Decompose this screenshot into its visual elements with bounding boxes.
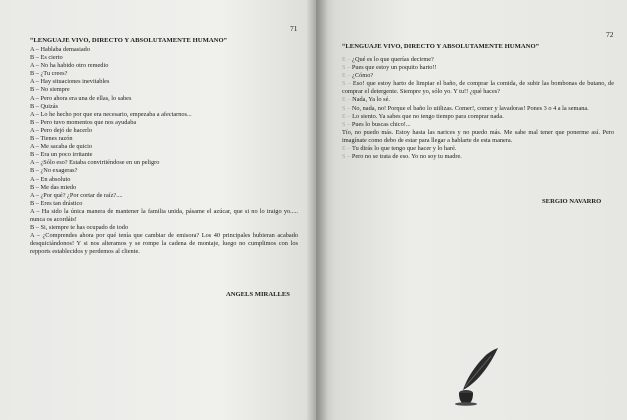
speaker-tag: S –: [342, 80, 351, 88]
dialogue-line: B – ¿Tu crees?: [30, 70, 68, 78]
dialogue-line: B – Tienes razón: [30, 135, 73, 143]
dialogue-line: [342, 153, 614, 161]
dialogue-line: [342, 113, 614, 121]
dialogue-line: B – Me das miedo: [30, 183, 77, 191]
dialogue-line: [342, 80, 614, 96]
left-dialogue: [30, 46, 298, 256]
speaker-tag: E –: [342, 145, 351, 153]
left-page-title: “LENGUAJE VIVO, DIRECTO Y ABSOLUTAMENTE HUMANO”: [30, 37, 228, 44]
dialogue-line: B – Era un poco irritante: [30, 151, 93, 159]
dialogue-line: [342, 72, 614, 80]
speaker-tag: E –: [342, 56, 351, 63]
dialogue-line: A – Ha sido la única manera de mantener la familia unida, pásame el azúcar, que si no lo traigo yo..... nunca os acordáis!: [30, 207, 298, 223]
dialogue-line: [342, 121, 614, 129]
line-text: ¿Qué es lo que querías decirme?: [352, 56, 434, 63]
line-text: Lo siento. Ya sabes que no tengo tiempo para comprar nada.: [352, 112, 504, 120]
speaker-tag: S –: [342, 64, 351, 72]
dialogue-line: A – Pero dejó de hacerlo: [30, 126, 93, 134]
speaker-tag: S –: [342, 153, 351, 161]
line-text: Nada, Ya lo sé.: [352, 96, 390, 104]
dialogue-line: B – Si, siempre te has ocupado de todo: [30, 224, 129, 232]
dialogue-line: A – Hay situaciones inevitables: [30, 78, 110, 86]
dialogue-line: A – Pero ahora era una de ellas, lo sabes: [30, 94, 132, 102]
speaker-tag: E –: [342, 72, 351, 80]
dialogue-line: B – Es cierto: [30, 54, 63, 62]
line-text: Tu dirás lo que tengo que hacer y lo haré.: [352, 145, 457, 153]
dialogue-line: B – Pero tuvo momentos que nos ayudaba: [30, 118, 137, 126]
line-text: Pues que estoy un poquito harto!!: [351, 64, 437, 72]
book-spine: [306, 0, 328, 420]
line-text: Pero no se trata de eso. Yo no soy tu madre.: [351, 153, 462, 161]
dialogue-line: [342, 56, 614, 64]
dialogue-line: B – Eres tan drástico: [30, 199, 83, 207]
line-text: Tío, no puedo más. Estoy hasta las narices y no puedo más. Me sabe mal tener que ponerme así. Pero imagínate como debo de estar para llegar a hablarte de esta manera.: [342, 128, 614, 144]
dialogue-line: A – No ha habido otro remedio: [30, 62, 109, 70]
page-number-right: 72: [606, 30, 614, 39]
page-number-left: 71: [290, 24, 298, 33]
right-page-title: “LENGUAJE VIVO, DIRECTO Y ABSOLUTAMENTE HUMANO”: [342, 43, 540, 50]
speaker-tag: S –: [342, 120, 351, 128]
right-page: [316, 0, 627, 420]
dialogue-line: A – ¿Sólo eso? Estaba convirtiéndose en un peligro: [30, 159, 160, 167]
speaker-tag: E –: [342, 112, 351, 120]
dialogue-line: B – Quizás: [30, 102, 58, 110]
dialogue-line: [342, 105, 614, 113]
speaker-tag: S –: [342, 104, 351, 112]
dialogue-line: B – No siempre: [30, 86, 70, 94]
left-signature: ANGELS MIRALLES: [226, 291, 290, 298]
dialogue-line: A – En absoluto: [30, 175, 71, 183]
dialogue-line: A – ¿Comprendes ahora por qué tenía que cambiar de emisora? Los 40 principales hubieran acabado desquiciándonos! Y si nos alteramos y se rompe la cadena de montaje, luego no cumplimos con los repports establecidos y perdemos al cliente.: [30, 232, 298, 256]
line-text: No, nada, no! Porque el baño lo utilizas. Comer!, comer y lavadoras! Pones 3 o 4 a la semana.: [351, 104, 589, 112]
dialogue-line: [342, 64, 614, 72]
dialogue-line: A – Lo he hecho por que era necesario, empezaba a afectarnos...: [30, 110, 192, 118]
dialogue-line: [342, 145, 614, 153]
dialogue-line: A – Hablaba demasiado: [30, 46, 90, 53]
right-signature: SERGIO NAVARRO: [542, 198, 602, 205]
right-dialogue: [342, 56, 614, 161]
dialogue-line: B – ¿No exageras?: [30, 167, 78, 175]
speaker-tag: E –: [342, 96, 351, 104]
line-text: ¿Cómo?: [352, 72, 374, 80]
dialogue-line: [342, 129, 614, 145]
dialogue-line: A – Me sacaba de quicio: [30, 143, 93, 151]
quill-inkwell-icon: [451, 346, 501, 406]
line-text: Eso! que estoy harto de limpiar el baño, de comprar la comida, de subir las bombonas de butano, de comprar el detergente. Siempre yo, sólo yo. Y tu!! ¿qué haces?: [342, 80, 615, 96]
line-text: Pues lo buscas chico!...: [351, 120, 411, 128]
dialogue-line: A – ¿Por qué? ¿Por cortar de raíz?....: [30, 191, 123, 199]
dialogue-line: [342, 96, 614, 104]
